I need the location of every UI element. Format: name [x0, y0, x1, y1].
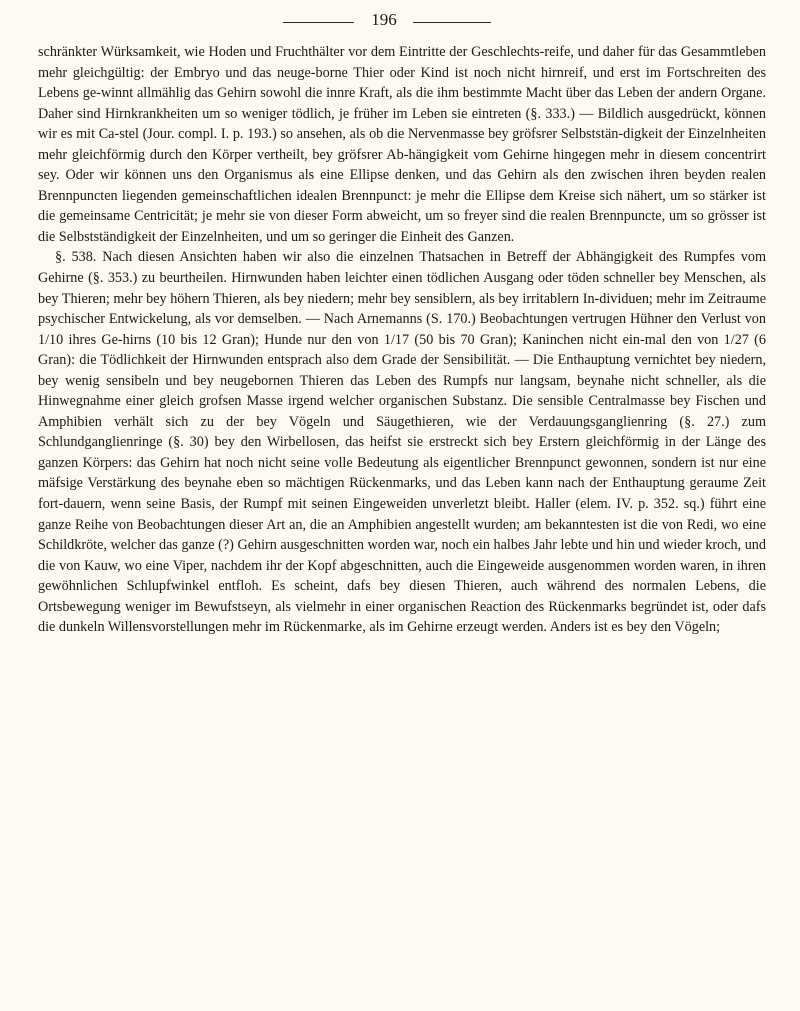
- page-header: [0, 0, 800, 40]
- header-rule-left: [283, 22, 354, 23]
- body-text: [38, 42, 766, 638]
- paragraph-2: §. 538. Nach diesen Ansichten haben wir also die einzelnen Thatsachen in Betreff der Abhängigkeit des Rumpfes vom Gehirne (§. 353.) zu beurtheilen. Hirnwunden haben leichter einen tödlichen Ausgang oder töden schneller bey Menschen, als bey Thieren; mehr bey höhern Thieren, als bey niedern; mehr bey sensiblern, als bey irritablern In-dividuen; mehr im Zeitraume psychischer Entwickelung, als vor demselben. — Nach Arnemanns (S. 170.) Beobachtungen vertrugen Hühner den Verlust von 1/10 ihres Ge-hirns (10 bis 12 Gran); Hunde nur den von 1/17 (50 bis 70 Gran); Kaninchen nicht ein-mal den von 1/27 (6 Gran): die Tödlichkeit der Hirnwunden entsprach also dem Grade der Sensibilität. — Die Enthauptung vernichtet bey niedern, bey wenig sensibeln und bey neugebornen Thieren das Leben des Rumpfs nur langsam, beynahe nicht schneller, als die Hinwegnahme einer gleich grofsen Masse irgend welcher organischen Substanz. Die sensible Centralmasse bey Fischen und Amphibien verhält sich zu der bey Vögeln und Säugethieren, wie der Verdauungsganglienring (§. 27.) zum Schlundganglienringe (§. 30) bey den Wirbellosen, das heifst sie erstreckt sich bey Erstern gleichförmig in der Länge des ganzen Körpers: das Gehirn hat noch nicht seine volle Bedeutung als eigentlicher Brennpunct gewonnen, sondern ist nur eine mäfsige Verstärkung des beynahe eben so mächtigen Rückenmarks, und das Leben kann nach der Enthauptung geraume Zeit fort-dauern, wenn seine Basis, der Rumpf mit seinen Eingeweiden unverletzt bleibt. Haller (elem. IV. p. 352. sq.) führt eine ganze Reihe von Beobachtungen dieser Art an, die an Amphibien angestellt wurden; am bekanntesten ist die von Redi, wo eine Schildkröte, welcher das ganze (?) Gehirn ausgeschnitten worden war, noch ein halbes Jahr lebte und hin und wieder kroch, und die von Kauw, wo eine Viper, nachdem ihr der Kopf abgeschnitten, auch die Eingeweide ausgenommen worden waren, in ihren gewöhnlichen Schlupfwinkel entfloh. Es scheint, dafs bey diesen Thieren, auch während des normalen Lebens, die Ortsbewegung weniger im Bewufstseyn, als vielmehr in einer organischen Reaction des Rückenmarks begründet ist, oder dafs die dunkeln Willensvorstellungen mehr im Rückenmarke, als im Gehirne erzeugt werden. Anders ist es bey den Vögeln;: [38, 249, 766, 636]
- paragraph-1: schränkter Würksamkeit, wie Hoden und Fruchthälter vor dem Eintritte der Geschlechts-reife, und daher für das Gesammtleben mehr gleichgültig: der Embryo und das neuge-borne Thier oder Kind ist noch nicht hirnreif, und erst im Fortschreiten des Lebens ge-winnt allmählig das Gehirn sowohl die innre Kraft, als die ihm bestimmte Macht über das Leben der andern Organe. Daher sind Hirnkrankheiten um so weniger tödlich, je früher im Leben sie eintreten (§. 333.) — Bildlich ausgedrückt, können wir es mit Ca-stel (Jour. compl. I. p. 193.) so ansehen, als ob die Nervenmasse bey gröfsrer Selbststän-digkeit der Einzelnheiten mehr gleichförmig durch den Körper vertheilt, bey gröfsrer Ab-hängigkeit vom Gehirne hingegen mehr in diesem concentrirt sey. Oder wir können uns den Organismus als eine Ellipse denken, und das Gehirn als den zwischen ihren beyden realen Brennpuncten liegenden gemeinschaftlichen idealen Brennpunct: je mehr die Ellipse dem Kreise sich nähert, um so stärker ist die gemeinsame Centricität; je mehr sie von dieser Form abweicht, um so freyer sind die realen Brennpuncte, um so grösser ist die Selbstständigkeit der Einzelnheiten, und um so geringer die Einheit des Ganzen.: [38, 44, 766, 245]
- header-rule-right: [413, 22, 491, 23]
- page-number: 196: [371, 10, 397, 29]
